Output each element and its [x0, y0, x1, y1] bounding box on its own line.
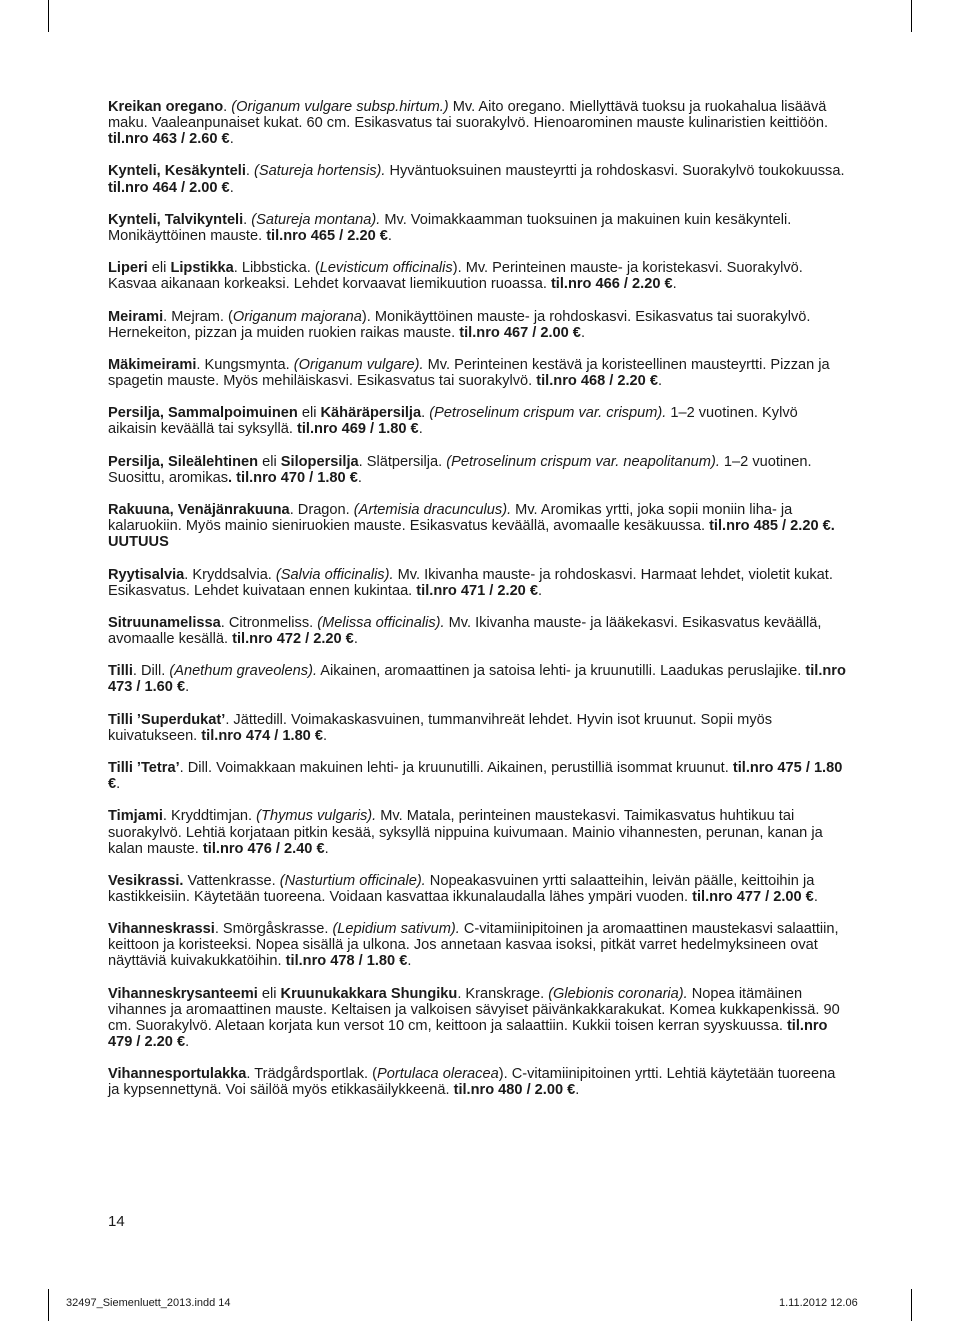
entry-text: ). Monikäyttöinen mauste- ja rohdoskasvi. Esikasvatus tai suorakylvö. Hernekeiton, pizzan ja muiden ruokien raikas mauste. — [108, 308, 811, 341]
entry-bold-text: . til.nro 470 / 1.80 € — [228, 469, 358, 486]
entry-text: . Mejram. ( — [163, 308, 233, 325]
entry-bold-text: til.nro 463 / 2.60 € — [108, 131, 230, 148]
entry-bold-text: til.nro 478 / 1.80 € — [285, 953, 408, 970]
entry-text: . Kranskrage. — [457, 985, 549, 1002]
entry-latin-name: (Origanum vulgare subsp.hirtum.) — [231, 99, 449, 115]
entry-latin-name: (Satureja hortensis). — [254, 163, 386, 180]
crop-mark-bottom-right — [911, 1289, 912, 1321]
entry-text: Mv. Matala, perinteinen maustekasvi. Taimikasvatus huhtikuu tai suorakylvö. Lehtiä korjataan pitkin kesää, syksyllä nippuina kuivumaan. Mainio vihannesten, perunan, kanan ja kalan mauste. — [108, 808, 823, 857]
catalog-entry — [108, 712, 848, 744]
entry-text: . — [324, 840, 329, 857]
entry-bold-text: til.nro 465 / 2.20 € — [266, 227, 388, 244]
entry-text: 1–2 vuotinen. Suosittu, aromikas — [108, 453, 812, 486]
entry-text: eli — [258, 453, 281, 470]
entry-bold-text: Kynteli, Kesäkynteli — [108, 163, 246, 180]
entry-latin-name: (Origanum vulgare). — [293, 356, 424, 373]
catalog-entry — [108, 309, 848, 341]
entry-bold-text: Vihannesportulakka — [108, 1066, 247, 1083]
entry-text: . Citronmeliss. — [220, 614, 318, 631]
entry-text: . — [357, 469, 362, 486]
entry-bold-text: Sitruunamelissa — [108, 614, 221, 631]
entry-latin-name: (Glebionis coronaria). — [548, 985, 688, 1002]
entry-text: Hyväntuoksuinen mausteyrtti ja rohdoskasvi. Suorakylvö toukokuussa. — [385, 163, 845, 180]
entry-text: . — [575, 1082, 580, 1099]
entry-latin-name: (Salvia officinalis). — [275, 566, 394, 583]
entry-text: eli — [147, 260, 171, 277]
entry-latin-name: (Petroselinum crispum var. neapolitanum). — [446, 453, 720, 470]
entry-text: 1–2 vuotinen. Kylvö aikaisin keväällä tai syksyllä. — [108, 405, 798, 438]
entry-bold-text: til.nro 477 / 2.00 € — [692, 889, 814, 905]
catalog-entry — [108, 454, 848, 486]
entry-bold-text: Vesikrassi. — [108, 872, 184, 889]
entry-latin-name: (Petroselinum crispum var. crispum). — [429, 405, 667, 422]
entry-bold-text: til.nro 474 / 1.80 € — [201, 727, 323, 744]
entry-bold-text: til.nro 467 / 2.00 € — [459, 324, 581, 341]
page-number: 14 — [108, 1213, 125, 1230]
entry-latin-name: (Thymus vulgaris). — [256, 808, 377, 825]
entry-text: . Libbsticka. ( — [233, 260, 320, 277]
entry-bold-text: Persilja, Sileälehtinen — [108, 453, 259, 470]
entry-bold-text: Ryytisalvia — [108, 566, 185, 583]
crop-mark-top-left — [48, 0, 49, 32]
catalog-entry — [108, 921, 848, 969]
entry-text: Aikainen, aromaattinen ja satoisa lehti- ja kruunutilli. Laadukas peruslajike. — [317, 663, 806, 680]
entry-latin-name: (Nasturtium officinale). — [279, 872, 426, 889]
entry-text: eli — [257, 985, 281, 1002]
entry-latin-name: (Melissa officinalis). — [317, 614, 445, 631]
entry-text: Mv. Aito oregano. Miellyttävä tuoksu ja ruokahalua lisäävä maku. Vaaleanpunaiset kukat. 60 cm. Esikasvatus tai suorakylvö. Hienoarominen mauste kulinaristien keittiöön. — [108, 99, 829, 132]
entry-text: . — [245, 163, 254, 180]
entry-text: . Smörgåskrasse. — [214, 921, 333, 938]
catalog-entry — [108, 260, 848, 292]
catalog-entry — [108, 615, 848, 647]
entry-bold-text: Lipstikka — [170, 260, 234, 277]
entry-text: Mv. Ikivanha mauste- ja rohdoskasvi. Harmaat lehdet, violetit kukat. Esikasvatus. Lehdet kuivataan ennen kukintaa. — [108, 566, 833, 599]
entry-text: . Dill. Voimakkaan makuinen lehti- ja kruunutilli. Aikainen, perustilliä isommat kruunut. — [179, 760, 733, 777]
entry-text: Mv. Voimakkaamman tuoksuinen ja makuinen kuin kesäkynteli. Monikäyttöinen mauste. — [108, 211, 792, 244]
entry-bold-text: til.nro 485 / 2.20 €. UUTUUS — [108, 518, 835, 551]
entry-text: . — [421, 405, 430, 422]
entry-text: . — [418, 421, 423, 438]
entry-latin-name: (Anethum graveolens). — [169, 663, 317, 680]
catalog-entry — [108, 405, 848, 437]
entry-bold-text: Kynteli, Talvikynteli — [108, 211, 244, 228]
entry-text: . Kryddtimjan. — [162, 808, 257, 825]
entry-latin-name: Portulaca oleracea — [377, 1066, 499, 1083]
entry-bold-text: Tilli ’Superdukat’ — [108, 711, 226, 728]
entry-bold-text: til.nro 479 / 2.20 € — [108, 1017, 828, 1051]
entry-latin-name: Origanum majorana — [232, 308, 362, 325]
entry-text: . — [322, 727, 328, 744]
entry-text: . — [387, 227, 392, 244]
entry-bold-text: til.nro 471 / 2.20 € — [416, 582, 538, 599]
entry-bold-text: Tilli — [108, 663, 133, 680]
crop-mark-top-right — [911, 0, 912, 32]
entry-latin-name: (Lepidium sativum). — [332, 921, 460, 938]
slug-date: 1.11.2012 12.06 — [779, 1297, 858, 1309]
entry-bold-text: Kähäräpersilja — [320, 405, 422, 422]
entry-text: ). C-vitamiinipitoinen yrtti. Lehtiä käytetään tuoreena ja kypsennettynä. Voi säilöä myös etikkasäilykkeenä. — [108, 1066, 836, 1099]
catalog-entry — [108, 357, 848, 389]
catalog-entry — [108, 567, 848, 599]
entry-bold-text: Persilja, Sammalpoimuinen — [108, 405, 298, 422]
entry-text: . Slätpersilja. — [358, 453, 447, 470]
entry-bold-text: Timjami — [108, 808, 163, 825]
catalog-entry — [108, 212, 848, 244]
entry-text: . — [407, 953, 412, 970]
entry-text: Vattenkrasse. — [183, 872, 280, 889]
entry-bold-text: Tilli ’Tetra’ — [108, 760, 180, 777]
entry-bold-text: Rakuuna, Venäjänrakuuna — [108, 502, 290, 519]
entry-text: Mv. Ikivanha mauste- ja lääkekasvi. Esikasvatus keväällä, avomaalle kesällä. — [108, 614, 822, 648]
entry-bold-text: Kreikan oregano — [108, 99, 224, 115]
entry-text: . — [813, 889, 818, 905]
entry-text: . — [223, 99, 232, 115]
entry-bold-text: til.nro 466 / 2.20 € — [550, 276, 673, 293]
entry-latin-name: Levisticum officinalis — [319, 260, 453, 277]
catalog-entry — [108, 808, 848, 856]
catalog-entry — [108, 502, 848, 550]
entry-text: Nopeakasvuinen yrtti salaatteihin, leivän päälle, keittoihin ja kastikkeisiin. Käytetään tuoreena. Voidaan kasvattaa ikkunalaudalla lähes ympäri vuoden. — [108, 872, 815, 905]
catalog-entry — [108, 163, 848, 195]
herb-catalog-entries — [108, 99, 848, 1115]
entry-text: . — [672, 276, 677, 293]
entry-bold-text: Mäkimeirami — [108, 356, 197, 373]
entry-text: . Kryddsalvia. — [184, 566, 276, 583]
catalog-entry — [108, 760, 848, 792]
entry-bold-text: til.nro 475 / 1.80 € — [108, 760, 843, 793]
entry-bold-text: til.nro 480 / 2.00 € — [453, 1082, 576, 1099]
entry-text: Mv. Perinteinen kestävä ja koristeellinen mausteyrtti. Pizzan ja spagetin mauste. Myös mehiläiskasvi. Esikasvatus tai suorakylvö. — [108, 356, 830, 390]
entry-text: . — [229, 179, 234, 196]
catalog-entry — [108, 663, 848, 695]
entry-latin-name: (Satureja montana). — [251, 211, 381, 228]
entry-bold-text: Liperi — [108, 260, 148, 277]
entry-bold-text: Vihanneskrassi — [108, 921, 215, 938]
entry-text: . — [243, 211, 252, 228]
entry-bold-text: Vihanneskrysanteemi — [108, 985, 258, 1002]
entry-bold-text: til.nro 476 / 2.40 € — [202, 840, 325, 857]
catalog-entry — [108, 986, 848, 1050]
entry-text: . Dill. — [132, 663, 170, 680]
entry-bold-text: til.nro 473 / 1.60 € — [108, 663, 846, 696]
entry-bold-text: Meirami — [108, 308, 164, 325]
entry-text: . — [537, 582, 543, 599]
entry-text: . — [580, 324, 585, 341]
entry-text: . — [229, 131, 234, 148]
entry-text: . Trädgårdsportlak. ( — [246, 1066, 378, 1083]
crop-mark-bottom-left — [48, 1289, 49, 1321]
catalog-entry — [108, 1066, 848, 1098]
entry-text: . — [353, 631, 358, 648]
slug-filename: 32497_Siemenluett_2013.indd 14 — [66, 1297, 231, 1309]
entry-text: Nopea itämäinen vihannes ja aromaattinen mauste. Keltaisen ja valkoisen sävyiset päivänkakkarakukat. Komea kukkapenkissä. 90 cm. Suorakylvö. Aletaan korjata kun versot 10 cm, keittoon ja salaattiin. Kukkii toisen kerran syyskuussa. — [108, 985, 840, 1034]
entry-text: C-vitamiinipitoinen ja aromaattinen maustekasvi salaattiin, keittoon ja koristeeksi. Nopea sisällä ja ulkona. Jos annetaan kasvaa isoksi, pitkät varret hedelmyksineen ovat näyttäviä kuivakukkatöihin. — [108, 921, 839, 970]
entry-text: . — [185, 1034, 190, 1051]
entry-bold-text: Silopersilja — [280, 453, 359, 470]
entry-bold-text: Kruunukakkara Shungiku — [280, 985, 458, 1002]
entry-bold-text: til.nro 469 / 1.80 € — [297, 421, 419, 438]
entry-text: . Jättedill. Voimakaskasvuinen, tummanvihreät lehdet. Hyvin isot kruunut. Sopii myös kuivatukseen. — [108, 711, 773, 744]
entry-bold-text: til.nro 464 / 2.00 € — [108, 179, 230, 196]
entry-latin-name: (Artemisia dracunculus). — [353, 502, 512, 519]
entry-text: ). Mv. Perinteinen mauste- ja koristekasvi. Suorakylvö. Kasvaa aikanaan korkeaksi. Lehdet korvaavat liemikuution ruoassa. — [108, 260, 803, 293]
entry-text: . — [185, 679, 190, 696]
entry-text: . — [116, 776, 121, 793]
catalog-entry — [108, 873, 848, 905]
entry-bold-text: til.nro 472 / 2.20 € — [232, 631, 354, 648]
entry-text: Mv. Aromikas yrtti, joka sopii moniin liha- ja kalaruokiin. Myös mainio sieniruokien mauste. Esikasvatus keväällä, avomaalle kesäkuussa. — [108, 502, 793, 535]
entry-text: . Dragon. — [289, 502, 354, 519]
entry-text: . — [657, 373, 663, 390]
entry-text: eli — [297, 405, 321, 422]
entry-bold-text: til.nro 468 / 2.20 € — [536, 373, 658, 390]
catalog-entry — [108, 99, 848, 147]
entry-text: . Kungsmynta. — [196, 356, 294, 373]
